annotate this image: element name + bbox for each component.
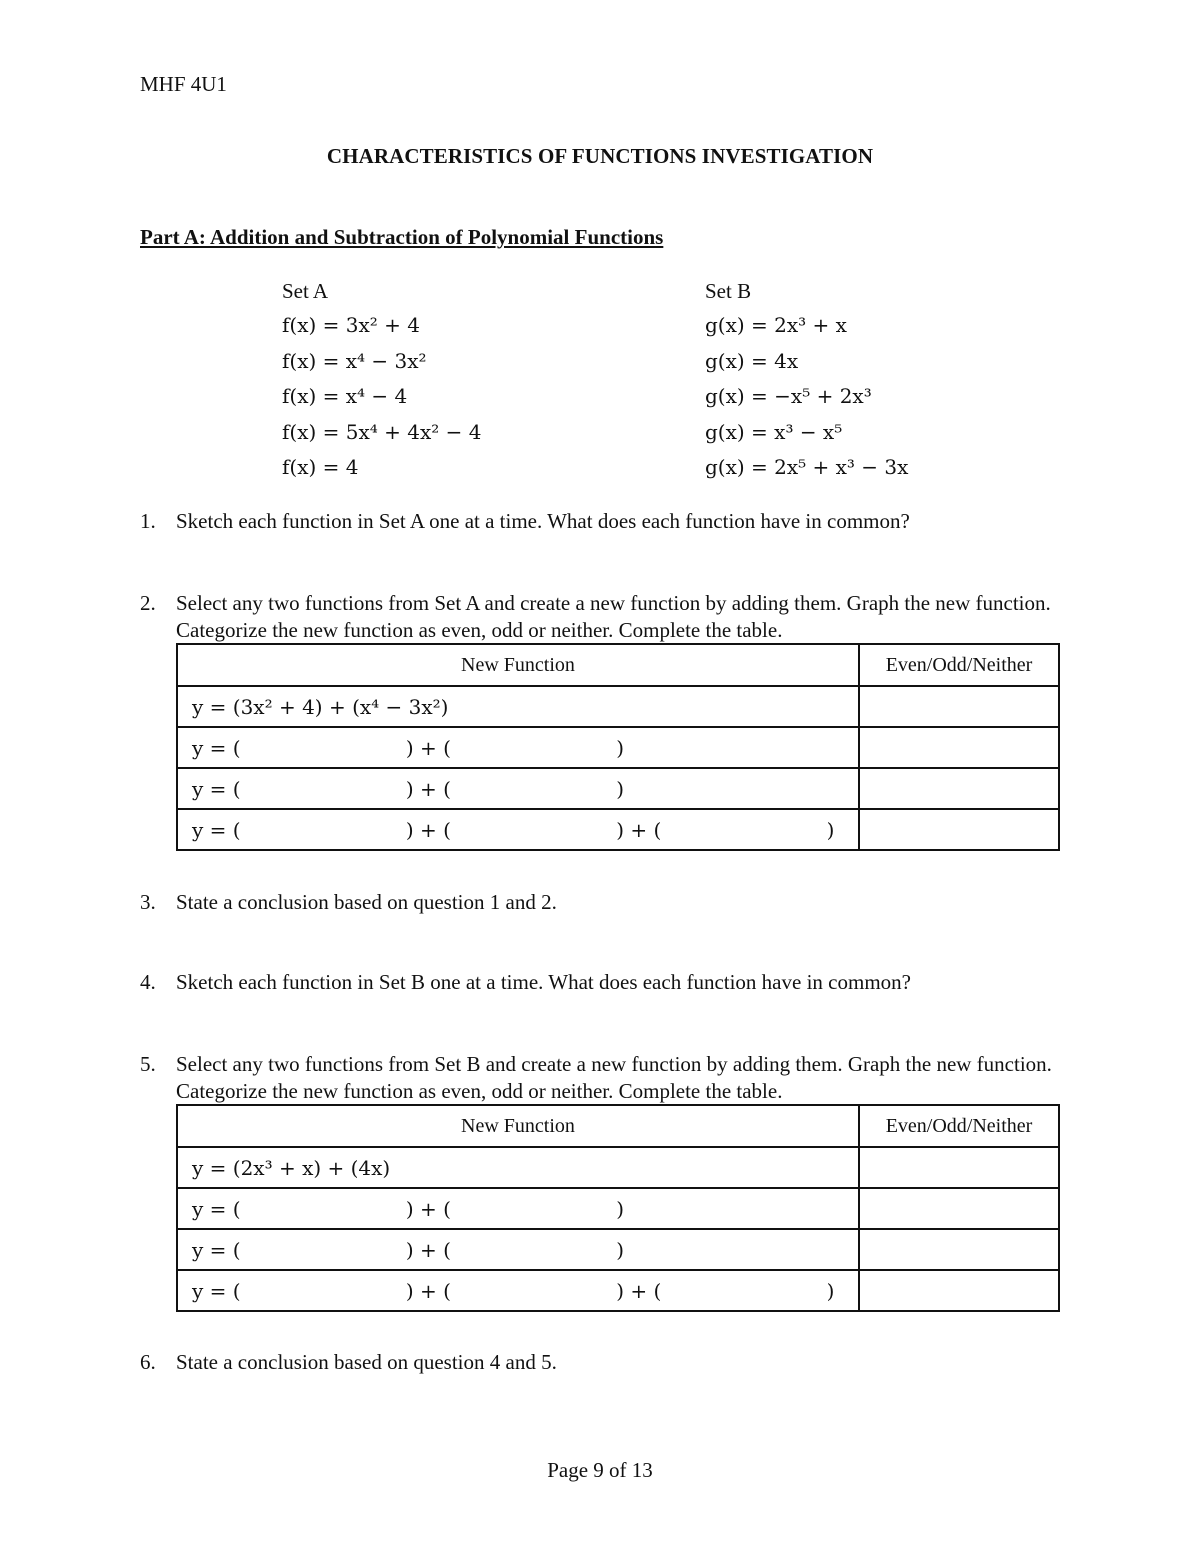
- function-table-set-b: [176, 1104, 1060, 1312]
- classification-cell[interactable]: [859, 1270, 1059, 1311]
- new-function-cell[interactable]: y = ( ) + ( ): [177, 727, 859, 768]
- question-number: 4.: [140, 970, 156, 994]
- classification-cell[interactable]: [859, 727, 1059, 768]
- new-function-cell[interactable]: y = ( ) + ( ): [177, 1229, 859, 1270]
- column-header-new-function: New Function: [177, 1105, 859, 1147]
- course-code: MHF 4U1: [140, 72, 227, 96]
- set-a-column: [282, 278, 481, 486]
- part-a-heading: Part A: Addition and Subtraction of Polynomial Functions: [140, 225, 664, 249]
- table-row: [177, 1229, 1059, 1270]
- classification-cell[interactable]: [859, 1188, 1059, 1229]
- set-a-function: f(x) = x⁴ − 3x²: [282, 348, 427, 373]
- column-header-classification: Even/Odd/Neither: [859, 644, 1059, 686]
- classification-cell[interactable]: [859, 1229, 1059, 1270]
- table-row: [177, 727, 1059, 768]
- set-b-function: g(x) = 2x⁵ + x³ − 3x: [705, 455, 909, 479]
- set-a-function: f(x) = 4: [282, 455, 359, 479]
- page-title: CHARACTERISTICS OF FUNCTIONS INVESTIGATION: [326, 144, 874, 168]
- new-function-cell: y = (2x³ + x) + (4x): [177, 1147, 859, 1188]
- column-header-classification: Even/Odd/Neither: [859, 1105, 1059, 1147]
- question-text: Select any two functions from Set B and create a new function by adding them. Graph the new function. Categorize the new function as even, odd or neither. Complete the table.: [176, 1052, 1052, 1103]
- question-text: Select any two functions from Set A and create a new function by adding them. Graph the new function. Categorize the new function as even, odd or neither. Complete the table.: [176, 591, 1051, 642]
- new-function-cell[interactable]: y = ( ) + ( ): [177, 1188, 859, 1229]
- table-row: [177, 809, 1059, 850]
- function-table-set-a: [176, 643, 1060, 851]
- question-number: 1.: [140, 509, 156, 533]
- question-number: 6.: [140, 1350, 156, 1374]
- table-row: [177, 1270, 1059, 1311]
- question-text: Sketch each function in Set B one at a time. What does each function have in common?: [176, 970, 911, 994]
- question-number: 2.: [140, 591, 156, 615]
- column-header-new-function: New Function: [177, 644, 859, 686]
- question-number: 3.: [140, 890, 156, 914]
- set-b-function: g(x) = 2x³ + x: [705, 313, 847, 337]
- question-text: Sketch each function in Set A one at a time. What does each function have in common?: [176, 509, 910, 533]
- table-row: [177, 1147, 1059, 1188]
- classification-cell[interactable]: [859, 686, 1059, 727]
- set-a-function: f(x) = x⁴ − 4: [282, 384, 408, 408]
- classification-cell[interactable]: [859, 768, 1059, 809]
- new-function-cell: y = (3x² + 4) + (x⁴ − 3x²): [177, 686, 859, 727]
- question-text: State a conclusion based on question 4 and 5.: [176, 1350, 557, 1374]
- set-a-function: f(x) = 5x⁴ + 4x² − 4: [282, 419, 482, 444]
- table-row: [177, 1188, 1059, 1229]
- set-b-column: [705, 278, 908, 486]
- set-a-label: Set A: [282, 279, 329, 303]
- page-number: Page 9 of 13: [547, 1458, 653, 1482]
- set-b-label: Set B: [705, 279, 752, 303]
- question-number: 5.: [140, 1052, 156, 1076]
- new-function-cell[interactable]: y = ( ) + ( ) + ( ): [177, 809, 859, 850]
- new-function-cell[interactable]: y = ( ) + ( ): [177, 768, 859, 809]
- question-text: State a conclusion based on question 1 and 2.: [176, 890, 557, 914]
- set-b-function: g(x) = 4x: [705, 348, 799, 373]
- classification-cell[interactable]: [859, 1147, 1059, 1188]
- table-row: [177, 686, 1059, 727]
- new-function-cell[interactable]: y = ( ) + ( ) + ( ): [177, 1270, 859, 1311]
- classification-cell[interactable]: [859, 809, 1059, 850]
- set-a-function: f(x) = 3x² + 4: [282, 313, 420, 337]
- table-row: [177, 768, 1059, 809]
- set-b-function: g(x) = −x⁵ + 2x³: [705, 384, 872, 408]
- set-b-function: g(x) = x³ − x⁵: [705, 419, 843, 444]
